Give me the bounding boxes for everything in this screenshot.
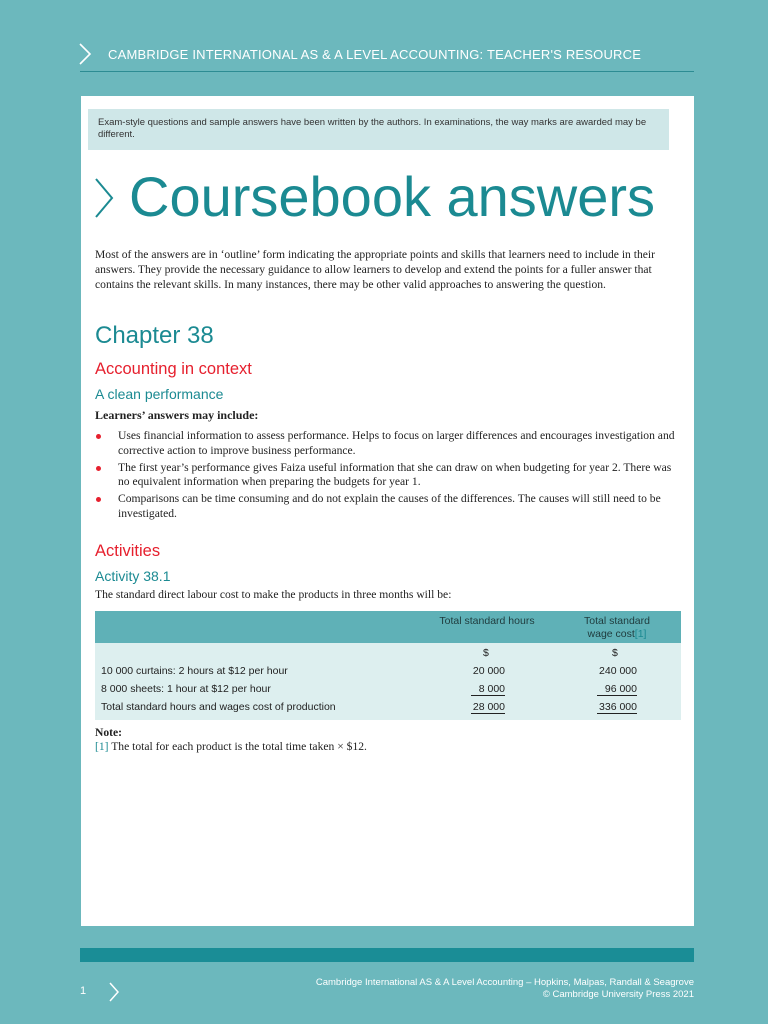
activity-intro: The standard direct labour cost to make the products in three months will be: xyxy=(95,588,452,601)
chevron-right-icon xyxy=(78,42,92,66)
context-heading: Accounting in context xyxy=(95,360,252,378)
page-number: 1 xyxy=(80,985,87,997)
list-item: Uses financial information to assess performance. Helps to focus on larger differences and encourages investigation and corrective action to improve business performance. xyxy=(95,429,679,459)
bullet-icon xyxy=(96,466,101,471)
context-subheading: A clean performance xyxy=(95,386,224,402)
unit-label: $ xyxy=(612,647,618,659)
chevron-right-icon xyxy=(108,981,120,1003)
page-content xyxy=(81,96,694,926)
table-cell-cost: 96 000 xyxy=(597,683,637,696)
col-header-cost: Total standard wage cost[1] xyxy=(584,615,650,640)
note-text: [1] The total for each product is the total time taken × $12. xyxy=(95,740,367,753)
table-header xyxy=(95,611,681,643)
activities-heading: Activities xyxy=(95,542,161,560)
activity-subheading: Activity 38.1 xyxy=(95,568,171,584)
table-row-label: Total standard hours and wages cost of production xyxy=(101,701,336,713)
copyright-line: © Cambridge University Press 2021 xyxy=(542,989,694,1000)
labour-cost-table xyxy=(95,611,681,720)
intro-paragraph: Most of the answers are in ‘outline’ form indicating the appropriate points and skills that learners need to include in their answers. They provide the necessary guidance to allow learners to develop and extend the points for a fuller answer that contains the relevant skills. In many instances, there may be other valid approaches to answering the question. xyxy=(95,248,655,291)
header-rule xyxy=(80,71,694,72)
table-cell-hours: 20 000 xyxy=(472,665,505,677)
unit-label: $ xyxy=(483,647,489,659)
chapter-heading: Chapter 38 xyxy=(95,322,214,349)
list-item: Comparisons can be time consuming and do not explain the causes of the differences. The causes will still need to be investigated. xyxy=(95,492,679,522)
answer-bullets xyxy=(95,429,679,524)
bullet-icon xyxy=(96,497,101,502)
table-cell-cost: 336 000 xyxy=(597,701,637,714)
list-item: The first year’s performance gives Faiza useful information that she can draw on when budgeting for year 2. There was no equivalent information when preparing the budgets for year 1. xyxy=(95,461,679,491)
table-body xyxy=(95,643,681,720)
table-cell-cost: 240 000 xyxy=(599,665,637,677)
answers-lead: Learners’ answers may include: xyxy=(95,408,259,422)
table-row-label: 10 000 curtains: 2 hours at $12 per hour xyxy=(101,665,288,677)
col-header-hours: Total standard hours xyxy=(439,615,535,627)
disclaimer-box: Exam-style questions and sample answers have been written by the authors. In examinations, the way marks are awarded may be different. xyxy=(88,109,669,150)
table-cell-hours: 28 000 xyxy=(472,701,505,713)
footnote-ref: [1] xyxy=(95,740,109,753)
footer-credit xyxy=(316,977,694,1001)
header-title: CAMBRIDGE INTERNATIONAL AS & A LEVEL ACCOUNTING: TEACHER'S RESOURCE xyxy=(108,47,642,62)
credit-line: Cambridge International AS & A Level Accounting – Hopkins, Malpas, Randall & Seagrove xyxy=(315,977,694,988)
table-row-label: 8 000 sheets: 1 hour at $12 per hour xyxy=(101,683,271,695)
chevron-right-icon xyxy=(93,176,115,220)
footer-bar xyxy=(80,948,694,962)
page-title-text: Coursebook answers xyxy=(129,165,656,228)
bullet-icon xyxy=(96,434,101,439)
note-label: Note: xyxy=(95,726,123,739)
footnote-ref: [1] xyxy=(634,628,647,640)
table-cell-hours: 8 000 xyxy=(471,683,505,696)
